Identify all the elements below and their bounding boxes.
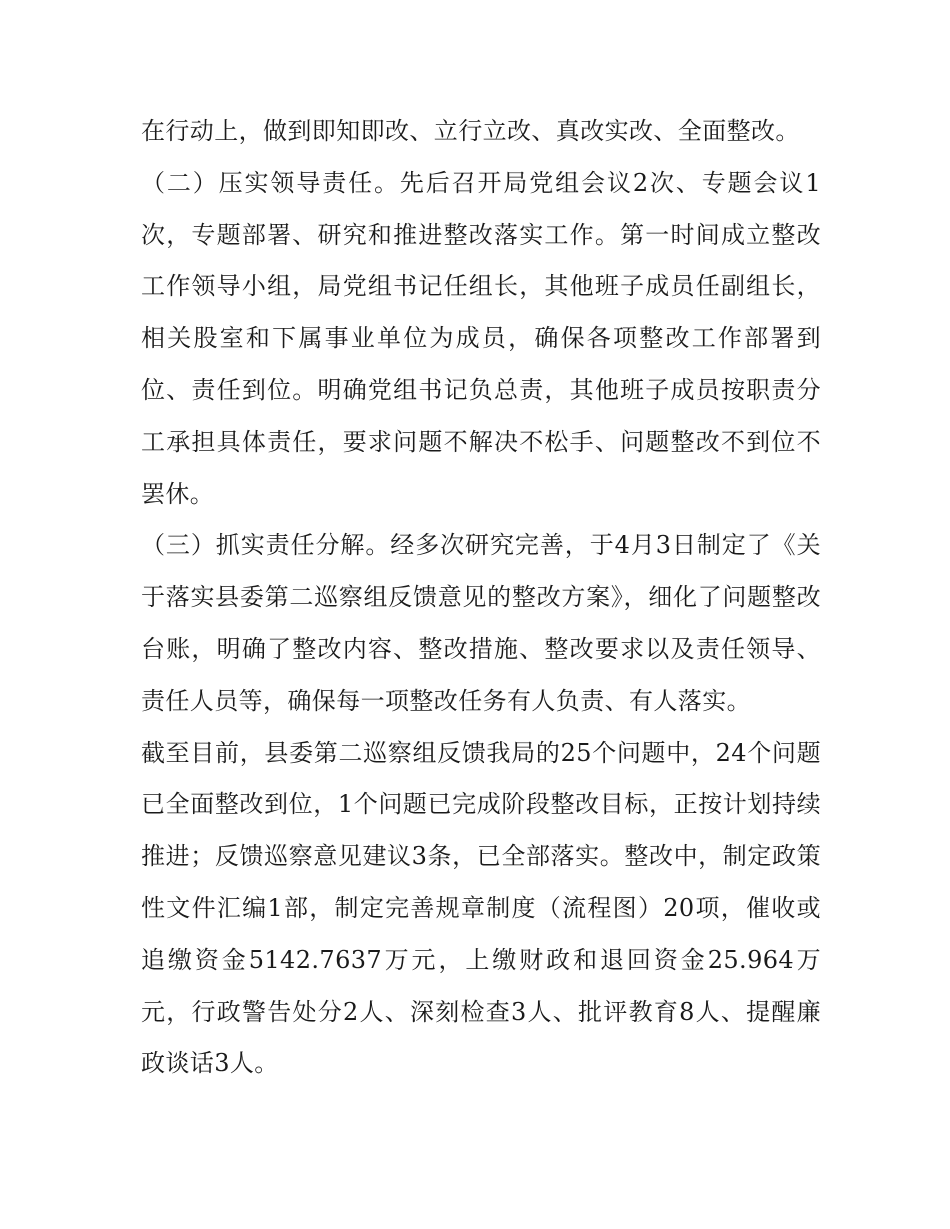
paragraph-leadership-responsibility: （二）压实领导责任。先后召开局党组会议2次、专题会议1次，专题部署、研究和推进整改落实工作。第一时间成立整改工作领导小组，局党组书记任组长，其他班子成员任副组长，相关股室和下属事业单位为成员，确保各项整改工作部署到位、责任到位。明确党组书记负总责，其他班子成员按职责分工承担具体责任，要求问题不解决不松手、问题整改不到位不罢休。: [141, 168, 821, 508]
paragraph-responsibility-breakdown: （三）抓实责任分解。经多次研究完善，于4月3日制定了《关于落实县委第二巡察组反馈意见的整改方案》，细化了问题整改台账，明确了整改内容、整改措施、整改要求以及责任领导、责任人员等，确保每一项整改任务有人负责、有人落实。: [141, 531, 821, 715]
document-body: [141, 106, 821, 1090]
paragraph-action-continued: 在行动上，做到即知即改、立行立改、真改实改、全面整改。: [141, 117, 800, 145]
paragraph-rectification-results: 截至目前，县委第二巡察组反馈我局的25个问题中，24个问题已全面整改到位，1个问题已完成阶段整改目标，正按计划持续推进；反馈巡察意见建议3条，已全部落实。整改中，制定政策性文件汇编1部，制定完善规章制度（流程图）20项，催收或追缴资金5142.7637万元，上缴财政和退回资金25.964万元，行政警告处分2人、深刻检查3人、批评教育8人、提醒廉政谈话3人。: [141, 738, 821, 1078]
